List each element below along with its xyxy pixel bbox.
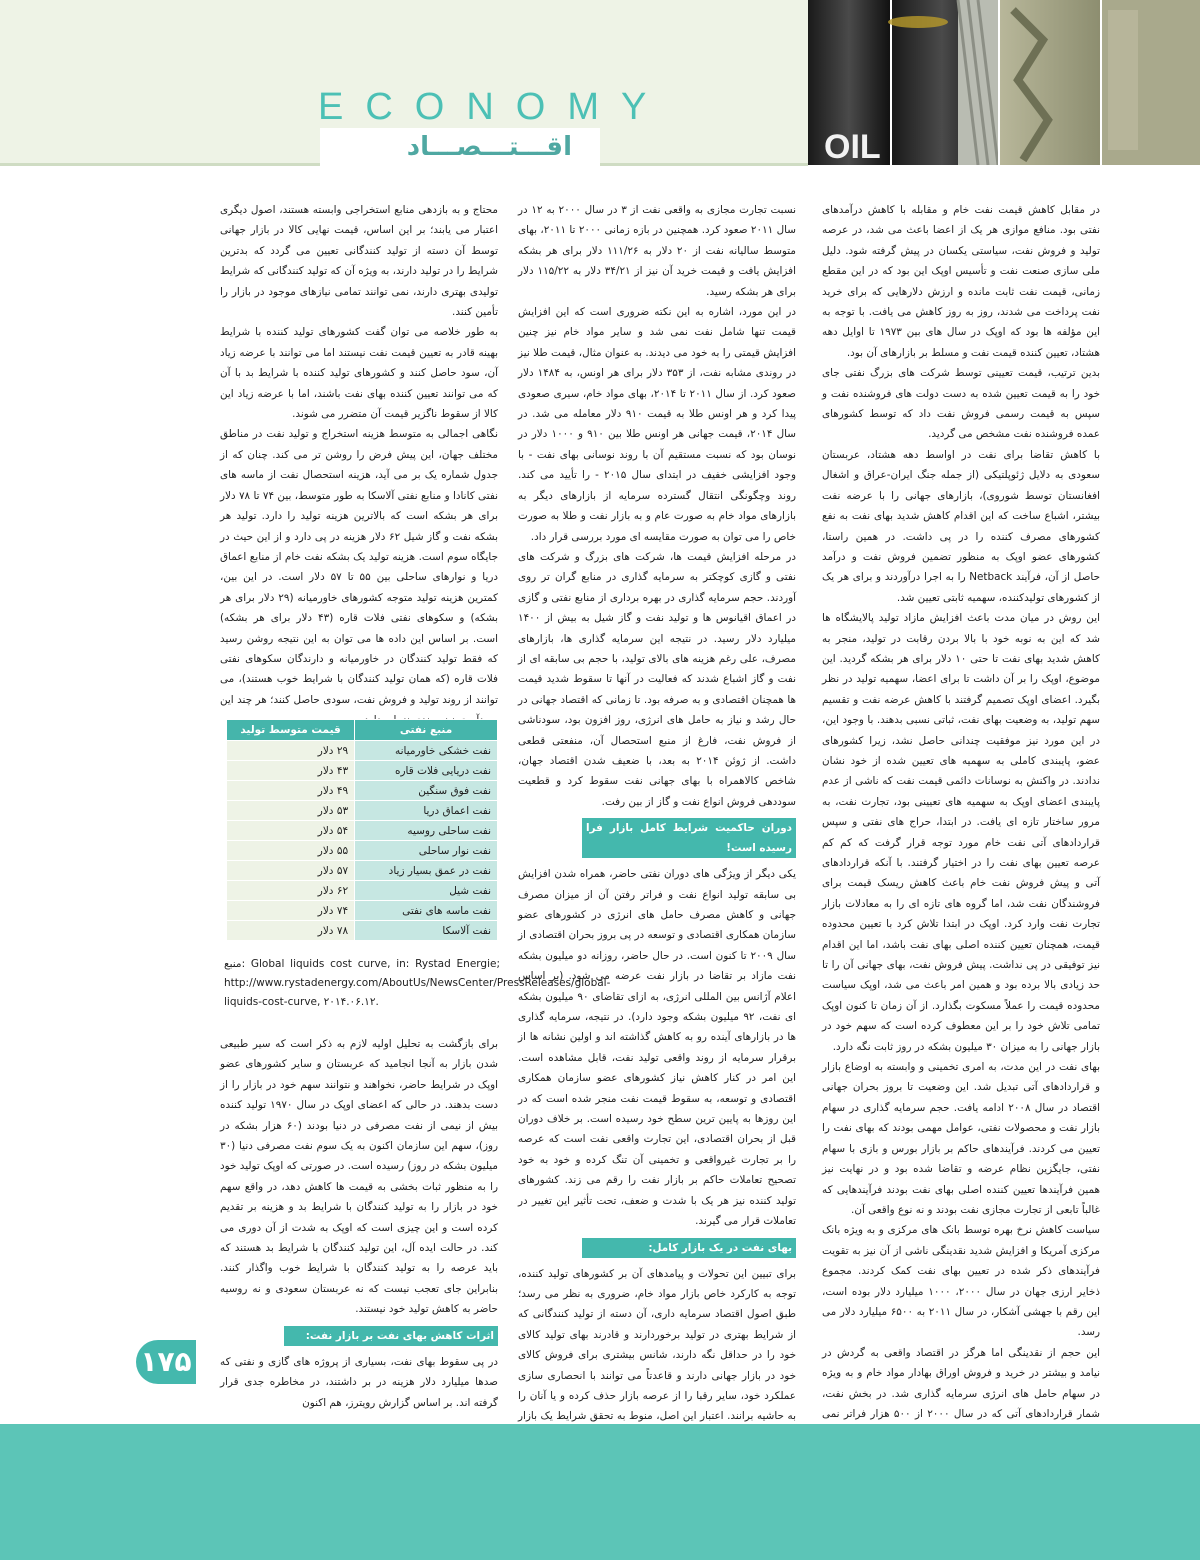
table-header-source: منبع نفتی bbox=[355, 720, 498, 741]
paragraph: این روش در میان مدت باعث افزایش مازاد تولید پالایشگاه ها شد که این به نوبه خود با بالا بردن رقابت در تولید، منجر به کاهش شدید بهای نفت تا حتی ۱۰ دلار برای هر بشکه گردید. این موضوع، اوپک را بر آن داشت تا برای اعضا، سهمیه تولید در نظر بگیرد. اعضای اوپک تصمیم گرفتند با کاهش عرضه نفت و تقسیم سهم تولید، به وضعیت بهای نفت، ثباتی نسبی بدهند. با وجود این، در این مورد نیز موفقیت چندانی حاصل نشد، زیرا کشورهای عضو، پایبندی کاملی به سهمیه های تعیین شده از خود نشان ندادند. در واکنش به نوسانات دائمی قیمت نفت که ناشی از عدم پایبندی اعضای اوپک به سهمیه های تعیینی بود، تجارت نفت، به مرور ساختار تازه ای یافت. در ابتدا، حراج های نفتی و سپس قراردادهای آتی نفت خام مورد توجه قرار گرفت که کم کم عرصه تعیین بهای نفت را در اختیار گرفتند. با آنکه قراردادهای آتی و پیش فروش نفت خام باعث کاهش ریسک قیمت برای فروشندگان نفت شد، اما گروه های تازه ای را به معادلات بازار تجارت نفت وارد کرد. اوپک در ابتدا تلاش کرد با تعیین محدوده قیمت، همچنان تعیین کننده اصلی بهای نفت باشد، اما این اقدام نیز توفیقی در پی نداشت. پیش فروش نفت، بهای جهانی آن را تا حد زیادی بالا برده بود و همین امر باعث می شد، اوپک سیاست محدوده قیمت را عملاً مسکوت بگذارد. از آن زمان تا کنون اوپک تمامی تلاش خود را بر این معطوف کرده است که سهم خود در بازار جهانی را به میزان ۳۰ میلیون بشکه در روز ثابت نگه دارد. bbox=[822, 612, 1100, 1053]
section-title-fa-box bbox=[320, 128, 600, 170]
paragraph: بدین ترتیب، قیمت تعیینی توسط شرکت های بزرگ نفتی جای خود را به قیمت تعیین شده به دست دولت های فروشنده نفت و سپس به قیمت رسمی فروش نفت داد که توسط کشورهای عمده فروشنده نفت مشخص می گردید. bbox=[822, 367, 1100, 441]
table-cell-source: نفت آلاسکا bbox=[355, 921, 498, 941]
table-header-row bbox=[227, 720, 498, 741]
table-cell-source: نفت خشکی خاورمیانه bbox=[355, 741, 498, 761]
column-left bbox=[220, 200, 498, 731]
paragraph: در این مورد، اشاره به این نکته ضروری است که این افزایش قیمت تنها شامل نفت نمی شد و سایر مواد خام نیز چنین افزایش قیمتی را به خود می دیدند. به عنوان مثال، قیمت طلا نیز در روندی مشابه نفت، از ۳۵۳ دلار برای هر اونس، به ۱۴۸۴ دلار صعود کرد. از سال ۲۰۱۱ تا ۲۰۱۴، بهای مواد خام، سیری صعودی پیدا کرد و هر اونس طلا به قیمت ۹۱۰ دلار معامله می شد. در سال ۲۰۱۴، قیمت جهانی هر اونس طلا بین ۹۱۰ و ۱۰۰۰ دلار در نوسان بود که نسبت مستقیم آن با روند نوسانی بهای نفت - با وجود افزایشی خفیف در ابتدای سال ۲۰۱۵ - را تأیید می کند. روند وچگونگی انتقال گسترده سرمایه از بازارهای دیگر به بازارهای مواد خام به صورت عام و به بازار نفت و طلا به صورت خاص را می توان به صورت مقایسه ای مورد بررسی قرار داد. bbox=[518, 306, 797, 543]
table-source-note: منبع: Global liquids cost curve, in: Rystad Energie; http://www.rystadenergy.com/AboutUs/NewsCenter/PressReleases/global-liquids-cost-curve, ۲۰۱۴.۰۶.۱۲. bbox=[224, 958, 611, 1008]
section-title-en: ECONOMY bbox=[318, 86, 669, 128]
table-cell-source: نفت ماسه های نفتی bbox=[355, 901, 498, 921]
table-cell-price: ۵۷ دلار bbox=[227, 861, 355, 881]
section-subheading: دوران حاکمیت شرایط کامل بازار فرا رسیده است! bbox=[582, 818, 796, 858]
table-header-price: قیمت متوسط تولید bbox=[227, 720, 355, 741]
table-row bbox=[227, 761, 498, 781]
paragraph: برای بازگشت به تحلیل اولیه لازم به ذکر است که سیر طبیعی شدن بازار به آنجا انجامید که عربستان و سایر کشورهای عضو اوپک در شرایط حاضر، نخواهند و نتوانند سهم خود در بازار را از دست بدهند. در حالی که اعضای اوپک در سال ۱۹۷۰ تولید کننده بیش از نیمی از نفت مصرفی در دنیا بودند (۶۰ هزار بشکه در روز)، سهم این سازمان اکنون به یک سوم نفت مصرفی دنیا (۳۰ میلیون بشکه در روز) رسیده است. در صورتی که اوپک تولید خود را به منظور ثبات بخشی به قیمت ها کاهش دهد، در واقع سهم خود در بازار را به تولید کنندگان با شرایط بد و هزینه بر تقدیم کرده است و این چیزی است که اوپک به شدت از آن دوری می کند. در حالت ایده آل، این تولید کنندگان با شرایط بد هستند که باید عرصه را به تولید کنندگان با شرایط خوب واگذار کنند. بنابراین جای تعجب نیست که نه عربستان سعودی و نه روسیه حاضر به کاهش تولید خود نیستند. bbox=[220, 1038, 498, 1316]
paragraph: سیاست کاهش نرخ بهره توسط بانک های مرکزی و به ویژه بانک مرکزی آمریکا و افزایش شدید نقدینگی ناشی از آن نیز به تقویت فرآیندهای ذکر شده در تعیین بهای نفت کمک کردند. مجموع ذخایر ارزی جهان در سال ۲۰۰۰، ۱۰۰۰ میلیارد دلار بوده است، این رقم با جهشی آشکار، در سال ۲۰۱۱ به ۶۵۰۰ میلیارد دلار می رسد. bbox=[822, 1224, 1100, 1339]
oil-label: OIL bbox=[824, 128, 881, 165]
section-subheading: بهای نفت در یک بازار کامل: bbox=[582, 1238, 796, 1258]
table-row bbox=[227, 861, 498, 881]
table-row bbox=[227, 921, 498, 941]
page-number: ۱۷۵ bbox=[136, 1340, 196, 1384]
table-cell-source: نفت نوار ساحلی bbox=[355, 841, 498, 861]
table-row bbox=[227, 801, 498, 821]
section-subheading: اثرات کاهش بهای نفت بر بازار نفت: bbox=[284, 1326, 498, 1346]
table-row bbox=[227, 821, 498, 841]
paragraph: در مرحله افزایش قیمت ها، شرکت های بزرگ و شرکت های نفتی و گازی کوچکتر به سرمایه گذاری در منابع گران تر روی آوردند. حجم سرمایه گذاری در بهره برداری از منابع نفتی و گازی در اعماق اقیانوس ها و تولید نفت و گاز شیل به بیش از ۱۴۰۰ میلیارد دلار رسید. در نتیجه این سرمایه گذاری ها، بازارهای مصرف، علی رغم هزینه های بالای تولید، با حجم بی سابقه ای از نفت و گاز اشباع شدند که فعالیت در آنها تا سقوط شدید قیمت ها همچنان اقتصادی و به صرفه بود. تا زمانی که اقتصاد جهانی در حال رشد و نیاز به حامل های انرژی، روز افزون بود، سودناشی از فروش نفت، فارغ از منبع استحصال آن، منفعتی قطعی داشت. از ژوئن ۲۰۱۴ به بعد، با ضعیف شدن اقتصاد جهان، شاخص کالاهمراه با بهای جهانی نفت سقوط کرد و قطعیت سوددهی فروش انواع نفت و گاز از بین رفت. bbox=[518, 550, 796, 808]
paragraph: محتاج و به بازدهی منابع استخراجی وابسته هستند، اصول دیگری اعتبار می یابند؛ بر این اساس، قیمت نهایی کالا در بازار جهانی توسط آن دسته از تولید کنندگانی تعیین می گردد که بدترین شرایط را در تولید دارند، به ویژه آن که تولید کنندگانی که شرایط تولیدی بهتری دارند، نمی توانند تمامی نیازهای موجود در بازار را تأمین کنند. bbox=[220, 204, 498, 319]
paragraph: در مقابل کاهش قیمت نفت خام و مقابله با کاهش درآمدهای نفتی بود. منافع موازی هر یک از اعضا باعث می شد، در عرصه تولید و فروش نفت، سیاستی یکسان در پیش گرفته شود. دلیل ملی سازی صنعت نفت و تأسیس اوپک این بود که در این مقطع زمانی، قیمت نفت ثابت مانده و ارزش دلارهایی که برای خرید نفت پرداخت می شدند، روز به روز کاهش می یافت. با توجه به این مؤلفه ها بود که اوپک در سال های بین ۱۹۷۳ تا اوایل دهه هشتاد، تعیین کننده قیمت نفت و مسلط بر بازارهای آن بود. bbox=[822, 204, 1100, 359]
paragraph: یکی دیگر از ویژگی های دوران نفتی حاضر، همراه شدن افزایش بی سابقه تولید انواع نفت و فراتر رفتن آن از میزان مصرف جهانی و کاهش مصرف حامل های انرژی در کشورهای عضو سازمان همکاری اقتصادی و توسعه در پی بروز بحران اقتصادی از سال ۲۰۰۹ تا کنون است. در حال حاضر، روزانه دو میلیون بشکه نفت مازاد بر تقاضا در بازار نفت عرضه می شود. (بر اساس اعلام آژانس بین المللی انرژی، به ازای تقاضای ۹۰ میلیون بشکه ای نفت، ۹۲ میلیون بشکه وجود دارد). در نتیجه، سرمایه گذاری ها در بازارهای آینده رو به کاهش گذاشته اند و اولین نشانه ها از برقرار سرمایه از روند واقعی تولید نفت، قابل مشاهده است. این امر در کنار کاهش نیاز کشورهای عضو سازمان همکاری اقتصادی و توسعه، به سقوط قیمت نفت منجر شده است که در این روزها به پایین ترین سطح خود رسیده است. بر خلاف دوران قبل از بحران اقتصادی، این تجارت واقعی نفت است که عرصه را بر تجارت غیرواقعی و تخمینی آن تنگ کرده و خود به خود تصحیح تعاملات حاکم بر بازار نفت را رقم می زند. کشورهای تولید کننده نیز هر یک با شدت و ضعف، تحت تأثیر این تغییر در تعاملات قرار می گیرند. bbox=[518, 868, 796, 1228]
oil-cost-table bbox=[226, 719, 498, 941]
table-cell-source: نفت دریایی فلات قاره bbox=[355, 761, 498, 781]
paragraph: نگاهی اجمالی به متوسط هزینه استخراج و تولید نفت در مناطق مختلف جهان، این پیش فرض را روشن تر می کند. چنان که از جدول شماره یک بر می آید، هزینه استحصال نفت از ماسه های نفتی کانادا و منابع نفتی آلاسکا به طور متوسط، بین ۷۴ تا ۷۸ دلار برای هر بشکه است که بالاترین هزینه تولید را دارد. تولید هر بشکه نفت و گاز شیل ۶۲ دلار هزینه در پی دارد و از این حیث در جایگاه سوم است. هزینه تولید یک بشکه نفت خام از منابع اعماق دریا و نوارهای ساحلی بین ۵۵ تا ۵۷ دلار است. در این بین، کمترین هزینه تولید متوجه کشورهای خاورمیانه (۲۹ دلار برای هر بشکه) و سکوهای نفتی فلات قاره (۴۳ دلار برای هر بشکه) است. بر اساس این داده ها می توان به این نتیجه روشن رسید که فقط تولید کنندگان در خاورمیانه و دارندگان سکوهای نفتی فلات قاره (که همان تولید کنندگان با شرایط خوب هستند)، می توانند از روند تولید و فروش نفت، سودی حاصل کنند؛ هر چند این bbox=[220, 428, 499, 706]
section-title-fa: اقـــتـــصـــاد bbox=[406, 132, 572, 162]
column-right bbox=[822, 200, 1100, 1465]
table-row bbox=[227, 881, 498, 901]
table-cell-price: ۴۹ دلار bbox=[227, 781, 355, 801]
table-cell-price: ۵۴ دلار bbox=[227, 821, 355, 841]
paragraph: به طور خلاصه می توان گفت کشورهای تولید کننده با شرایط بهینه قادر به تعیین قیمت نفت نیستند اما می توانند با عرضه زیاد آن، سود حاصل کنند و کشورهای تولید کننده با شرایط بد با آن که می توانند تعیین کننده بهای نفت باشند، اما با عرضه زیاد این کالا از سقوط ناگزیر قیمت آن متضرر می شوند. bbox=[220, 326, 498, 421]
table-cell-price: ۵۵ دلار bbox=[227, 841, 355, 861]
column-middle bbox=[518, 200, 796, 1468]
table-row bbox=[227, 901, 498, 921]
table-row bbox=[227, 841, 498, 861]
table-cell-price: ۶۲ دلار bbox=[227, 881, 355, 901]
footer-band bbox=[0, 1424, 1200, 1560]
table-row bbox=[227, 781, 498, 801]
column-left-lower bbox=[220, 1034, 498, 1413]
paragraph: بهای نفت در این مدت، به امری تخمینی و وابسته به اوضاع بازار و قراردادهای آتی تبدیل شد. این وضعیت تا بروز بحران جهانی اقتصاد در سال ۲۰۰۸ ادامه یافت. حجم سرمایه گذاری در سهام بازار نفت و محصولات نفتی، عوامل مهمی بودند که بهای نفت را تعیین می کردند. فرآیندهای حاکم بر بازار بورس و بازی با سهام نفتی، جایگزین نظام عرضه و تقاضا شده بود و در نهایت نیز همین فرآیندها تعیین کننده اصلی بهای نفت بودند فرآیندهایی که غالباً تابعی از تجارت مجازی نفت بودند و نه نوع واقعی آن. bbox=[822, 1061, 1100, 1216]
zipper-icon bbox=[958, 0, 998, 165]
paragraph: این حجم از نقدینگی اما هرگز در اقتصاد واقعی به گردش در نیامد و بیشتر در خرید و فروش اوراق بهادار مواد خام و به ویژه در سهام حامل های انرژی سرمایه گذاری شد. در بخش نفت، شمار قراردادهای آتی که در سال ۲۰۰۰ از ۵۰۰ هزار فراتر نمی bbox=[822, 1346, 1100, 1420]
table-cell-source: نفت ساحلی روسیه bbox=[355, 821, 498, 841]
paragraph: در پی سقوط بهای نفت، بسیاری از پروژه های گازی و نفتی که صدها میلیارد دلار هزینه در بر داشتند، در مخاطره جدی قرار گرفته اند. بر اساس گزارش رویترز، هم اکنون bbox=[220, 1355, 498, 1409]
paragraph: نسبت تجارت مجازی به واقعی نفت از ۳ در سال ۲۰۰۰ به ۱۲ در سال ۲۰۱۱ صعود کرد. همچنین در بازه زمانی ۲۰۰۰ تا ۲۰۱۱، بهای متوسط سالیانه نفت از ۲۰ دلار به ۱۱۱/۲۶ دلار برای هر بشکه افزایش یافت و قیمت خرید آن نیز از ۳۴/۲۱ دلار به ۱۱۵/۲۲ دلار برای هر بشکه رسید. bbox=[518, 204, 797, 298]
paragraph: برای تبیین این تحولات و پیامدهای آن بر کشورهای تولید کننده، توجه به کارکرد خاص بازار مواد خام، ضروری به نظر می رسد؛ طبق اصول اقتصاد سرمایه داری، آن دسته از تولید کنندگانی که از شرایط بهتری در تولید برخوردارند و قادرند بهای تولید کالای خود را در حداقل نگه دارند، شانس بیشتری برای فروش کالای خود در بازار جهانی دارند و قاعدتاً می توانند با انحصاری سازی عملکرد خود، سایر رقبا را از عرصه بازار حذف کرده و یا آنان را به حاشیه برانند. اعتبار این اصل، منوط به تحقق شرایط یک بازار bbox=[518, 1267, 796, 1423]
table-cell-price: ۵۳ دلار bbox=[227, 801, 355, 821]
table-cell-source: نفت در عمق بسیار زیاد bbox=[355, 861, 498, 881]
table-row bbox=[227, 741, 498, 761]
table-cell-price: ۴۳ دلار bbox=[227, 761, 355, 781]
table-cell-source: نفت فوق سنگین bbox=[355, 781, 498, 801]
table-cell-source: نفت شیل bbox=[355, 881, 498, 901]
table-cell-price: ۷۸ دلار bbox=[227, 921, 355, 941]
table-cell-price: ۷۴ دلار bbox=[227, 901, 355, 921]
table-cell-price: ۲۹ دلار bbox=[227, 741, 355, 761]
paragraph: با کاهش تقاضا برای نفت در اواسط دهه هشتاد، عربستان سعودی به دلایل ژئوپلتیکی (از جمله جنگ ایران-عراق و اشغال افغانستان توسط شوروی)، بازارهای جهانی را با عرضه نفت بیشتر، اشباع ساخت که این اقدام کاهش شدید بهای نفت به نفع کشورهای مصرف کننده را در پی داشت. در همین راستا، کشورهای عضو اوپک به منظور تضمین فروش نفت و درآمد حاصل از آن، فرآیند Netback را به اجرا درآوردند و برای هر یک از کشورهای تولیدکننده، سهمیه ثابتی تعیین شد. bbox=[822, 448, 1101, 604]
table-cell-source: نفت اعماق دریا bbox=[355, 801, 498, 821]
header-photo bbox=[808, 0, 1200, 165]
